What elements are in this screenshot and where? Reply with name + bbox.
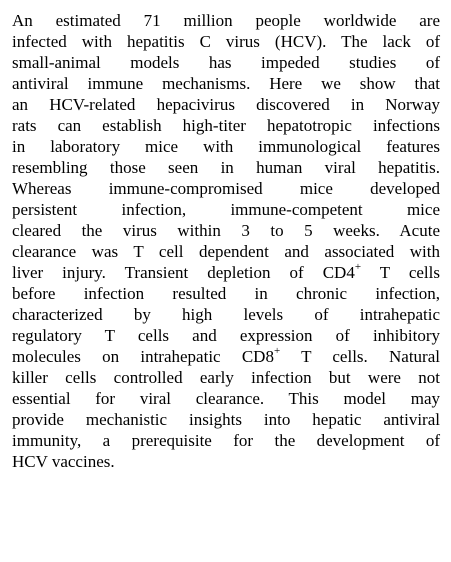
abstract-line-21: immunity, a prerequisite for the development of (12, 431, 440, 450)
abstract-paragraph (12, 10, 440, 472)
abstract-line-2: infected with hepatitis C virus (HCV). The lack of (12, 32, 440, 51)
abstract-line-17: molecules on intrahepatic CD8+ T cells. Natural (12, 345, 440, 366)
abstract-line-15: characterized by high levels of intrahepatic (12, 305, 440, 324)
abstract-line-18: killer cells controlled early infection but were not (12, 368, 440, 387)
abstract-line-3: small-animal models has impeded studies of (12, 53, 440, 72)
abstract-line-19: essential for viral clearance. This model may (12, 389, 440, 408)
abstract-line-1: An estimated 71 million people worldwide are (12, 11, 440, 30)
abstract-line-7: in laboratory mice with immunological features (12, 137, 440, 156)
abstract-line-20: provide mechanistic insights into hepatic antiviral (12, 410, 440, 429)
abstract-line-5: an HCV-related hepacivirus discovered in Norway (12, 95, 440, 114)
abstract-line-12: clearance was T cell dependent and associated with (12, 242, 440, 261)
abstract-line-8: resembling those seen in human viral hepatitis. (12, 158, 440, 177)
abstract-line-16: regulatory T cells and expression of inhibitory (12, 326, 440, 345)
abstract-line-9: Whereas immune-compromised mice developed (12, 179, 440, 198)
abstract-line-6: rats can establish high-titer hepatotropic infections (12, 116, 440, 135)
abstract-line-13: liver injury. Transient depletion of CD4+ T cells (12, 261, 440, 282)
abstract-line-22: HCV vaccines. (12, 452, 115, 471)
abstract-line-14: before infection resulted in chronic infection, (12, 284, 440, 303)
abstract-line-11: cleared the virus within 3 to 5 weeks. Acute (12, 221, 440, 240)
abstract-line-10: persistent infection, immune-competent mice (12, 200, 440, 219)
abstract-line-4: antiviral immune mechanisms. Here we show that (12, 74, 440, 93)
